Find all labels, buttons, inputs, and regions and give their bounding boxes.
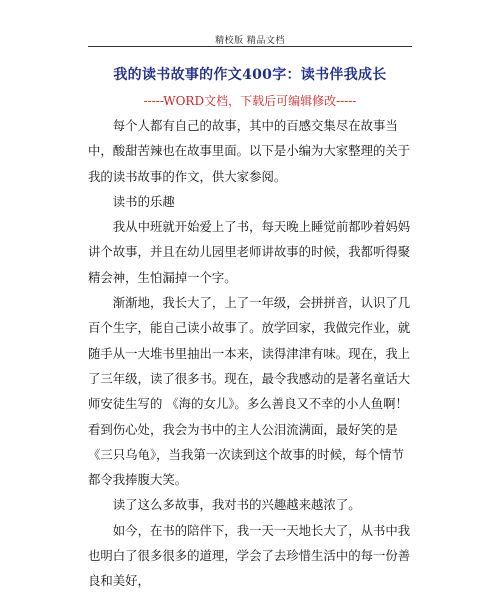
page-header: 精校版 精品文档 <box>215 36 285 46</box>
section-heading: 读书的乐趣 <box>112 193 175 209</box>
header-divider <box>88 46 412 47</box>
document-title: 我的读书故事的作文400字：读书伴我成长 <box>113 67 387 83</box>
paragraph: 读了这么多故事，我对书的兴趣越来越浓了。 <box>112 497 361 513</box>
paragraph-intro: 每个人都有自己的故事，其中的百感交集尽在故事当中，酸甜苦辣也在故事里面。以下是小编为大家整理的关于我的读书故事的作文，供大家参阅。 <box>88 118 411 184</box>
paragraph: 渐渐地，我长大了，上了一年级，会拼拼音，认识了几百个生字，能自己读小故事了。放学回家，我做完作业，就随手从一大堆书里抽出一本来，读得津津有味。现在，我上了三年级，读了很多书。现在，最令我感动的是著名童话大师安徒生写的 《海的女儿》。多么善良又不幸的小人鱼啊！看到伤心处，我会为书中的主人公泪流满面，最好笑的是《三只乌龟》，当我第一次读到这个故事的时候，每个情节都令我捧腹大笑。 <box>88 295 411 488</box>
document-body <box>88 113 414 594</box>
paragraph: 如今，在书的陪伴下，我一天一天地长大了，从书中我也明白了很多很多的道理，学会了去珍惜生活中的每一份善良和美好， <box>88 522 411 589</box>
paragraph: 我从中班就开始爱上了书，每天晚上睡觉前都吵着妈妈讲个故事，并且在幼儿园里老师讲故事的时候，我都听得聚精会神，生怕漏掉一个字。 <box>88 219 411 285</box>
document-subtitle: -----WORD文档，下载后可编辑修改----- <box>143 94 357 108</box>
